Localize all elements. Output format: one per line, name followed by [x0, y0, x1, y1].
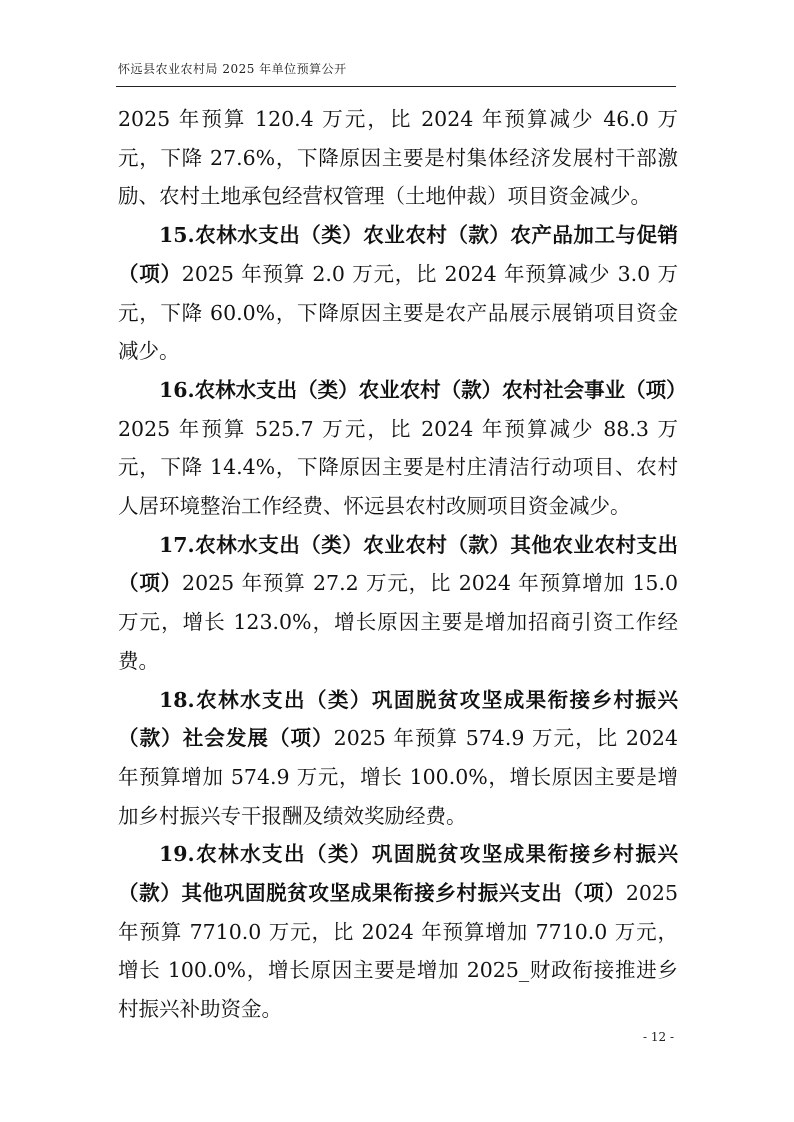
item-heading: 15.农林水支出（类）农业农村（款）农产品加工与促销（项）	[118, 223, 678, 286]
item-heading: 18.农林水支出（类）巩固脱贫攻坚成果衔接乡村振兴（款）社会发展（项）	[118, 687, 678, 751]
budget-item-15	[118, 216, 678, 371]
item-heading: 19.农林水支出（类）巩固脱贫攻坚成果衔接乡村振兴（款）其他巩固脱贫攻坚成果衔接乡村振兴支出（项）	[118, 842, 678, 906]
item-text: 2025 年预算 574.9 万元，比 2024 年预算增加 574.9 万元，增长 100.0%，增长原因主要是增加乡村振兴专干报酬及绩效奖励经费。	[118, 726, 678, 828]
item-text: 2025 年预算 27.2 万元，比 2024 年预算增加 15.0 万元，增长 123.0%，增长原因主要是增加招商引资工作经费。	[118, 571, 679, 673]
item-text: 2025 年预算 2.0 万元，比 2024 年预算减少 3.0 万元，下降 60.0%，下降原因主要是农产品展示展销项目资金减少。	[118, 261, 678, 364]
paragraph-continuation	[118, 100, 678, 216]
budget-item-17	[118, 526, 678, 681]
header-rule	[116, 86, 676, 87]
budget-item-16	[118, 371, 687, 526]
document-body	[118, 100, 687, 1029]
paragraph-text: 2025 年预算 120.4 万元，比 2024 年预算减少 46.0 万元，下降 27.6%，下降原因主要是村集体经济发展村干部激励、农村土地承包经营权管理（土地仲裁）项目资金减少。	[118, 107, 678, 209]
item-text: 2025 年预算 7710.0 万元，比 2024 年预算增加 7710.0 万元，增长 100.0%，增长原因主要是增加 2025_财政衔接推进乡村振兴补助资金。	[118, 881, 678, 1022]
page-header: 怀远县农业农村局 2025 年单位预算公开	[118, 62, 347, 76]
item-heading: 16.农林水支出（类）农业农村（款）农村社会事业（项）	[159, 377, 687, 402]
item-text: 2025 年预算 525.7 万元，比 2024 年预算减少 88.3 万元，下降 14.4%，下降原因主要是村庄清洁行动项目、农村人居环境整治工作经费、怀远县农村改厕项目资金减少。	[118, 416, 678, 519]
item-heading: 17.农林水支出（类）农业农村（款）其他农业农村支出（项）	[118, 532, 678, 596]
budget-item-18	[118, 681, 678, 836]
budget-item-19	[118, 835, 678, 1029]
page-number: - 12 -	[642, 1030, 674, 1044]
